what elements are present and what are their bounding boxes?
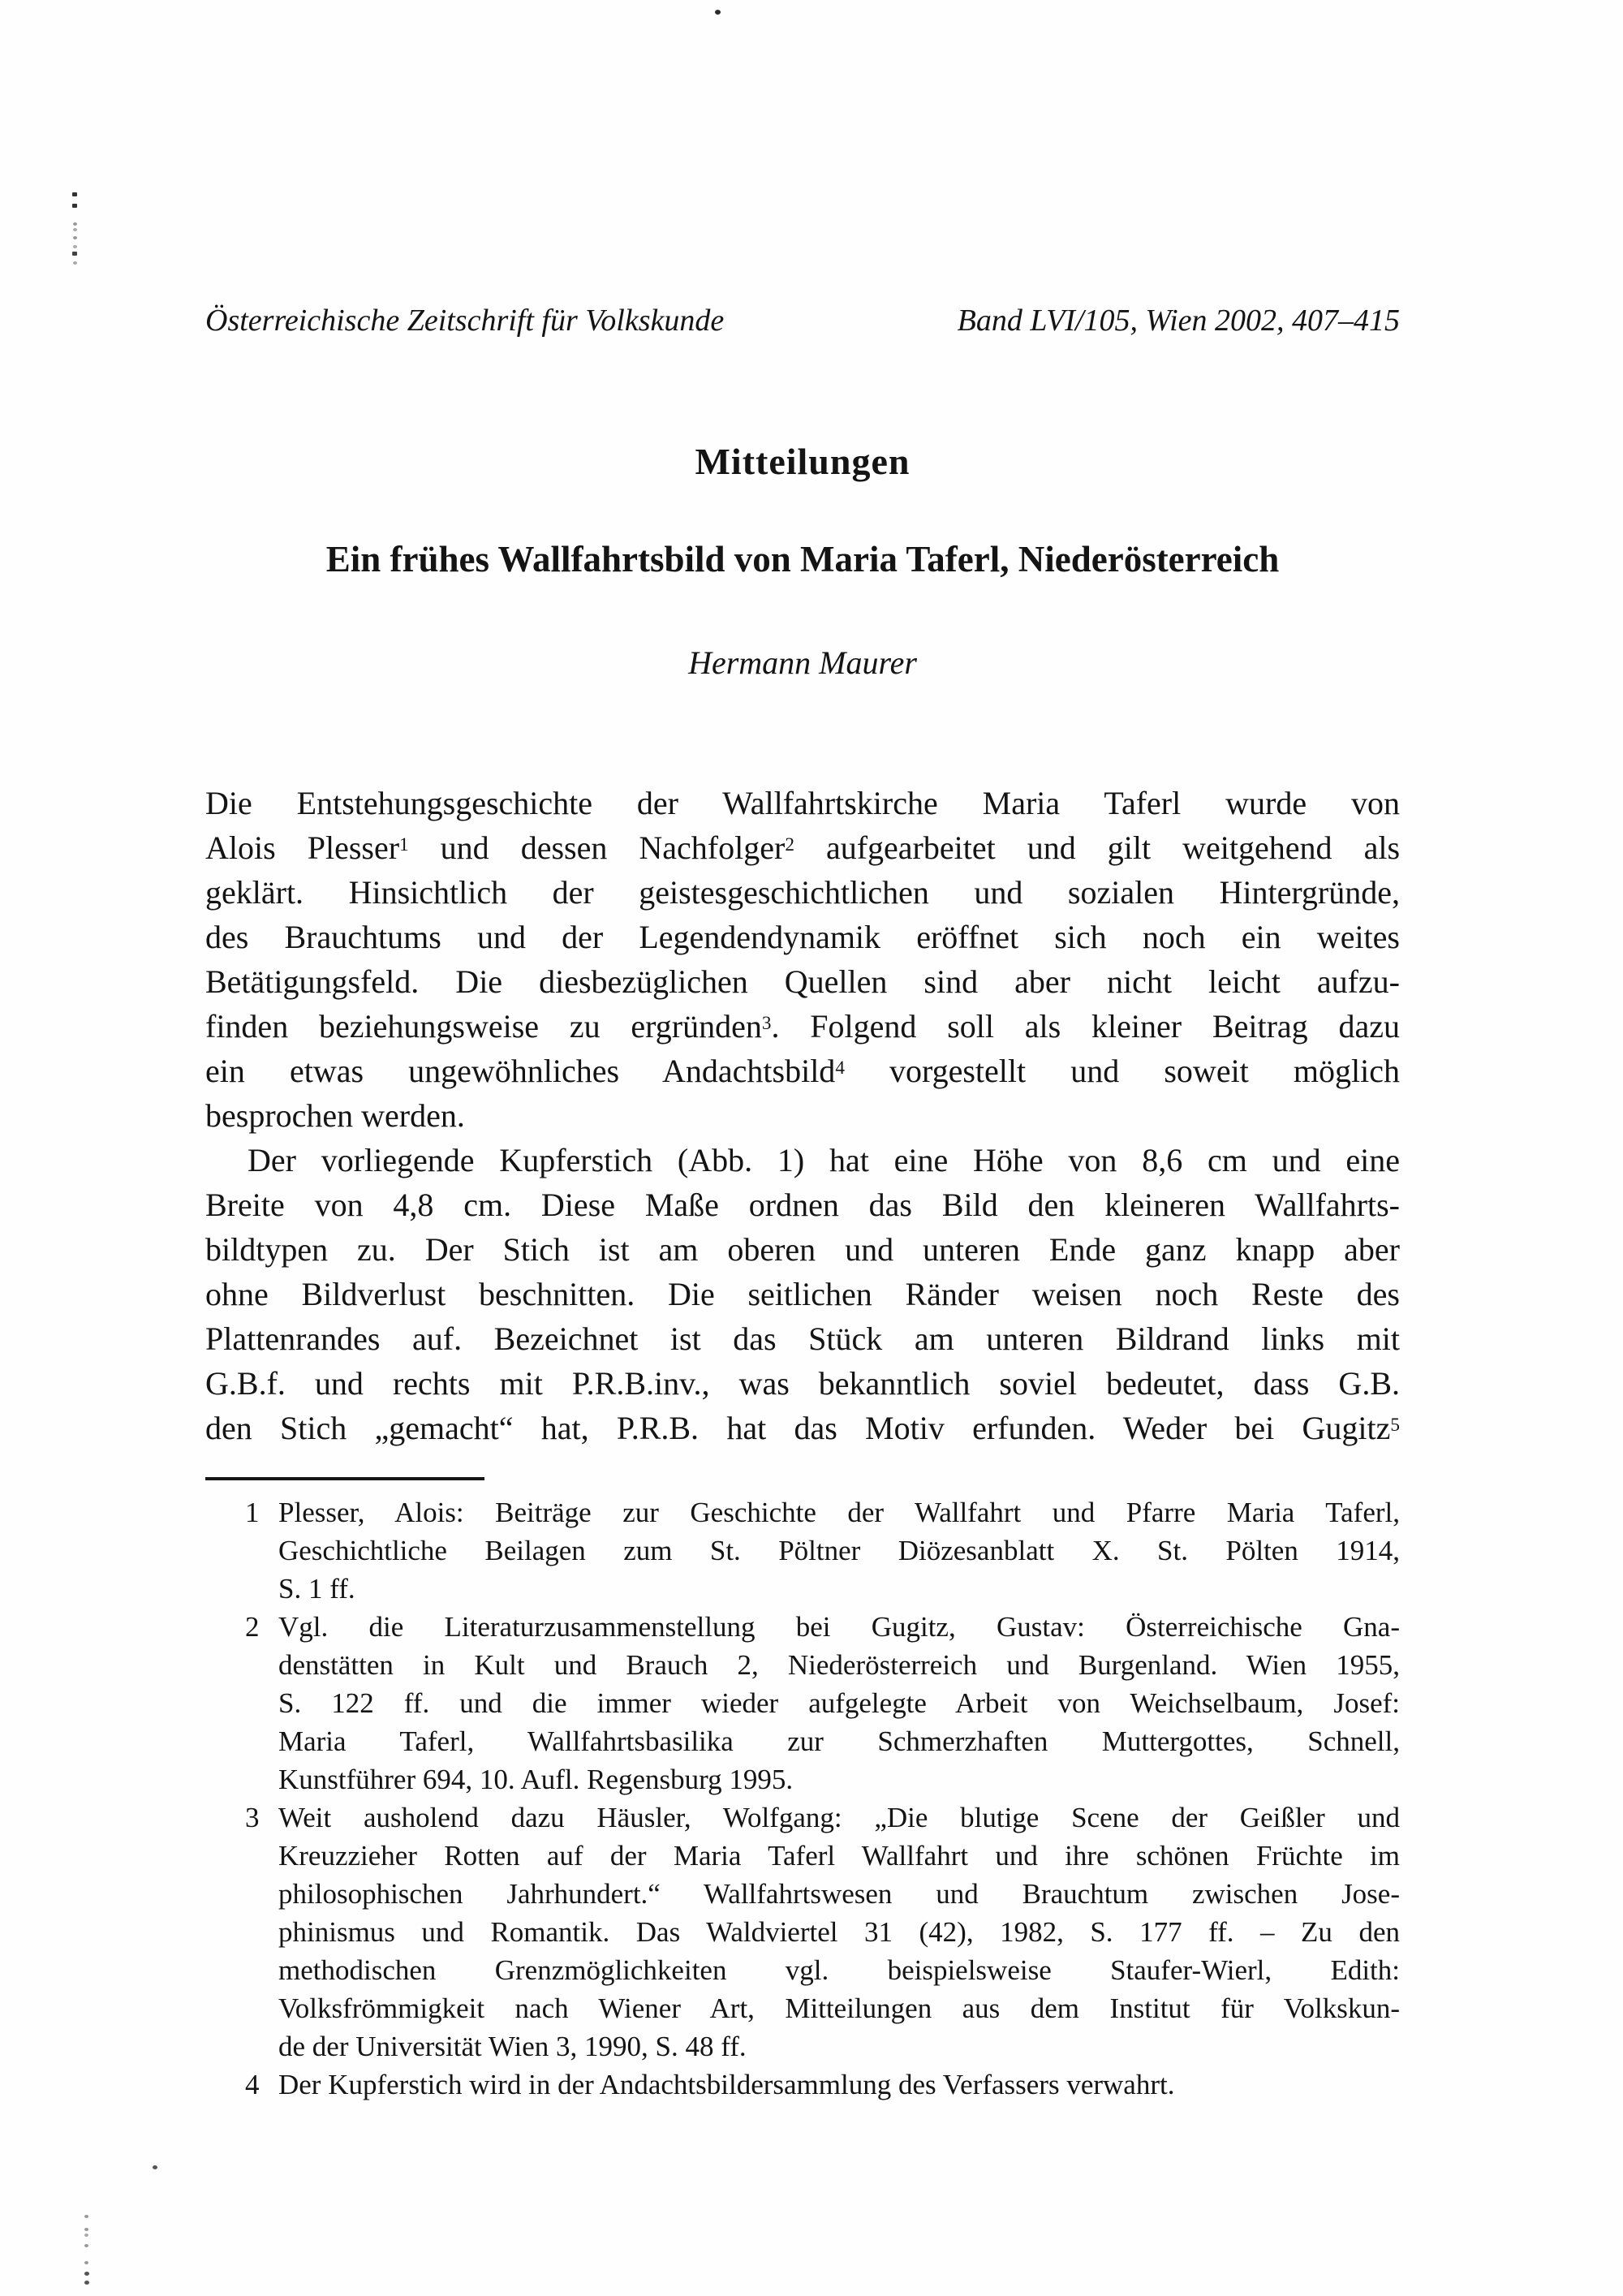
footnote-number: 3 — [245, 1802, 260, 1833]
footnote-line: methodischen Grenzmöglichkeiten vgl. beispielsweise Staufer-Wierl, Edith: — [278, 1954, 1400, 1986]
footnote — [205, 1798, 1400, 2066]
scan-speck — [73, 261, 77, 265]
body-line: Alois Plesser$^1$ und dessen Nachfolger$^2$ aufgearbeitet und gilt weitgehend als — [205, 829, 1401, 866]
body-line: bildtypen zu. Der Stich ist am oberen und unteren Ende ganz knapp aber — [205, 1231, 1400, 1268]
scan-speck — [153, 2165, 157, 2169]
scan-speck — [72, 252, 77, 256]
footnote-ref-sup: 1 — [399, 834, 409, 855]
footnote-line: Vgl. die Literaturzusammenstellung bei Gugitz, Gustav: Österreichische Gna- — [278, 1611, 1400, 1643]
paragraph — [205, 1138, 1400, 1450]
scan-speck — [84, 2234, 88, 2237]
scan-speck — [73, 228, 77, 231]
body-text — [205, 781, 1400, 1450]
footnote-line: Geschichtliche Beilagen zum St. Pöltner Diözesanblatt X. St. Pölten 1914, — [278, 1535, 1400, 1566]
footnote-line: Plesser, Alois: Beiträge zur Geschichte der Wallfahrt und Pfarre Maria Taferl, — [278, 1497, 1400, 1528]
footnote-ref-sup: 2 — [785, 834, 794, 855]
scan-speck — [73, 236, 77, 239]
footnote-number: 1 — [245, 1497, 260, 1528]
journal-title: Österreichische Zeitschrift für Volkskunde — [205, 304, 725, 338]
article-title: Ein frühes Wallfahrtsbild von Maria Taferl, Niederösterreich — [325, 539, 1280, 579]
footnote — [205, 1493, 1400, 1608]
scan-speck — [72, 204, 77, 208]
footnote-separator — [205, 1477, 484, 1480]
footnote-line: de der Universität Wien 3, 1990, S. 48 ff. — [278, 2031, 747, 2062]
journal-issue-info: Band LVI/105, Wien 2002, 407–415 — [957, 304, 1400, 338]
footnote-line: S. 1 ff. — [278, 1573, 355, 1605]
section-title: Mitteilungen — [695, 441, 911, 482]
body-line: finden beziehungsweise zu ergründen$^3$. Folgend soll als kleiner Beitrag dazu — [205, 1008, 1400, 1045]
footnote-line: denstätten in Kult und Brauch 2, Niederösterreich und Burgenland. Wien 1955, — [278, 1649, 1400, 1681]
scan-speck — [84, 2244, 88, 2247]
scan-speck — [84, 2261, 88, 2264]
body-line: Breite von 4,8 cm. Diese Maße ordnen das Bild den kleineren Wallfahrts- — [205, 1187, 1400, 1223]
footnotes — [205, 1493, 1400, 2104]
footnote-number: 2 — [245, 1611, 260, 1643]
body-line: geklärt. Hinsichtlich der geistesgeschichtlichen und sozialen Hintergründe, — [205, 874, 1400, 911]
footnote-line: Volksfrömmigkeit nach Wiener Art, Mitteilungen aus dem Institut für Volkskun- — [278, 1992, 1400, 2024]
scan-speck — [84, 2272, 89, 2276]
scan-speck — [73, 245, 77, 248]
footnote-number: 4 — [245, 2069, 260, 2100]
scan-speck — [84, 2215, 88, 2218]
body-line: ohne Bildverlust beschnitten. Die seitlichen Ränder weisen noch Reste des — [205, 1276, 1400, 1312]
scan-speck — [84, 2228, 88, 2231]
scan-speck — [72, 192, 77, 196]
footnote-line: philosophischen Jahrhundert.“ Wallfahrtswesen und Brauchtum zwischen Jose- — [278, 1878, 1400, 1910]
footnote-ref-sup: 4 — [835, 1057, 845, 1079]
footnote-ref-sup: 5 — [1390, 1414, 1400, 1436]
footnote-line: phinismus und Romantik. Das Waldviertel 31 (42), 1982, S. 177 ff. – Zu den — [278, 1916, 1400, 1948]
footnote — [205, 2066, 1400, 2104]
scan-speck — [715, 10, 721, 15]
body-line: Die Entstehungsgeschichte der Wallfahrtskirche Maria Taferl wurde von — [205, 785, 1400, 821]
footnote-line: Maria Taferl, Wallfahrtsbasilika zur Schmerzhaften Muttergottes, Schnell, — [278, 1725, 1400, 1757]
scan-speck — [84, 2281, 89, 2285]
body-line: Der vorliegende Kupferstich (Abb. 1) hat eine Höhe von 8,6 cm und eine — [248, 1142, 1400, 1178]
footnote — [205, 1608, 1400, 1798]
paragraph — [205, 781, 1400, 1138]
author-name: Hermann Maurer — [688, 644, 917, 681]
body-line: den Stich „gemacht“ hat, P.R.B. hat das Motiv erfunden. Weder bei Gugitz$^5$ — [205, 1410, 1400, 1446]
body-line: besprochen werden. — [205, 1097, 465, 1134]
footnote-line: Kreuzzieher Rotten auf der Maria Taferl Wallfahrt und ihre schönen Früchte im — [278, 1840, 1400, 1872]
footnote-ref-sup: 3 — [761, 1012, 772, 1034]
scan-speck — [73, 222, 77, 226]
footnote-line: S. 122 ff. und die immer wieder aufgelegte Arbeit von Weichselbaum, Josef: — [278, 1687, 1400, 1719]
footnote-line: Kunstführer 694, 10. Aufl. Regensburg 1995. — [278, 1764, 794, 1795]
body-line: Betätigungsfeld. Die diesbezüglichen Quellen sind aber nicht leicht aufzu- — [205, 963, 1400, 1000]
body-line: ein etwas ungewöhnliches Andachtsbild$^4$ vorgestellt und soweit möglich — [205, 1053, 1400, 1089]
body-line: des Brauchtums und der Legendendynamik eröffnet sich noch ein weites — [205, 919, 1400, 955]
footnote-line: Der Kupferstich wird in der Andachtsbildersammlung des Verfassers verwahrt. — [278, 2069, 1175, 2100]
body-line: G.B.f. und rechts mit P.R.B.inv., was bekanntlich soviel bedeutet, dass G.B. — [205, 1365, 1400, 1402]
footnote-line: Weit ausholend dazu Häusler, Wolfgang: „Die blutige Scene der Geißler und — [278, 1802, 1400, 1833]
body-line: Plattenrandes auf. Bezeichnet ist das Stück am unteren Bildrand links mit — [205, 1320, 1400, 1357]
journal-header — [205, 302, 1400, 339]
